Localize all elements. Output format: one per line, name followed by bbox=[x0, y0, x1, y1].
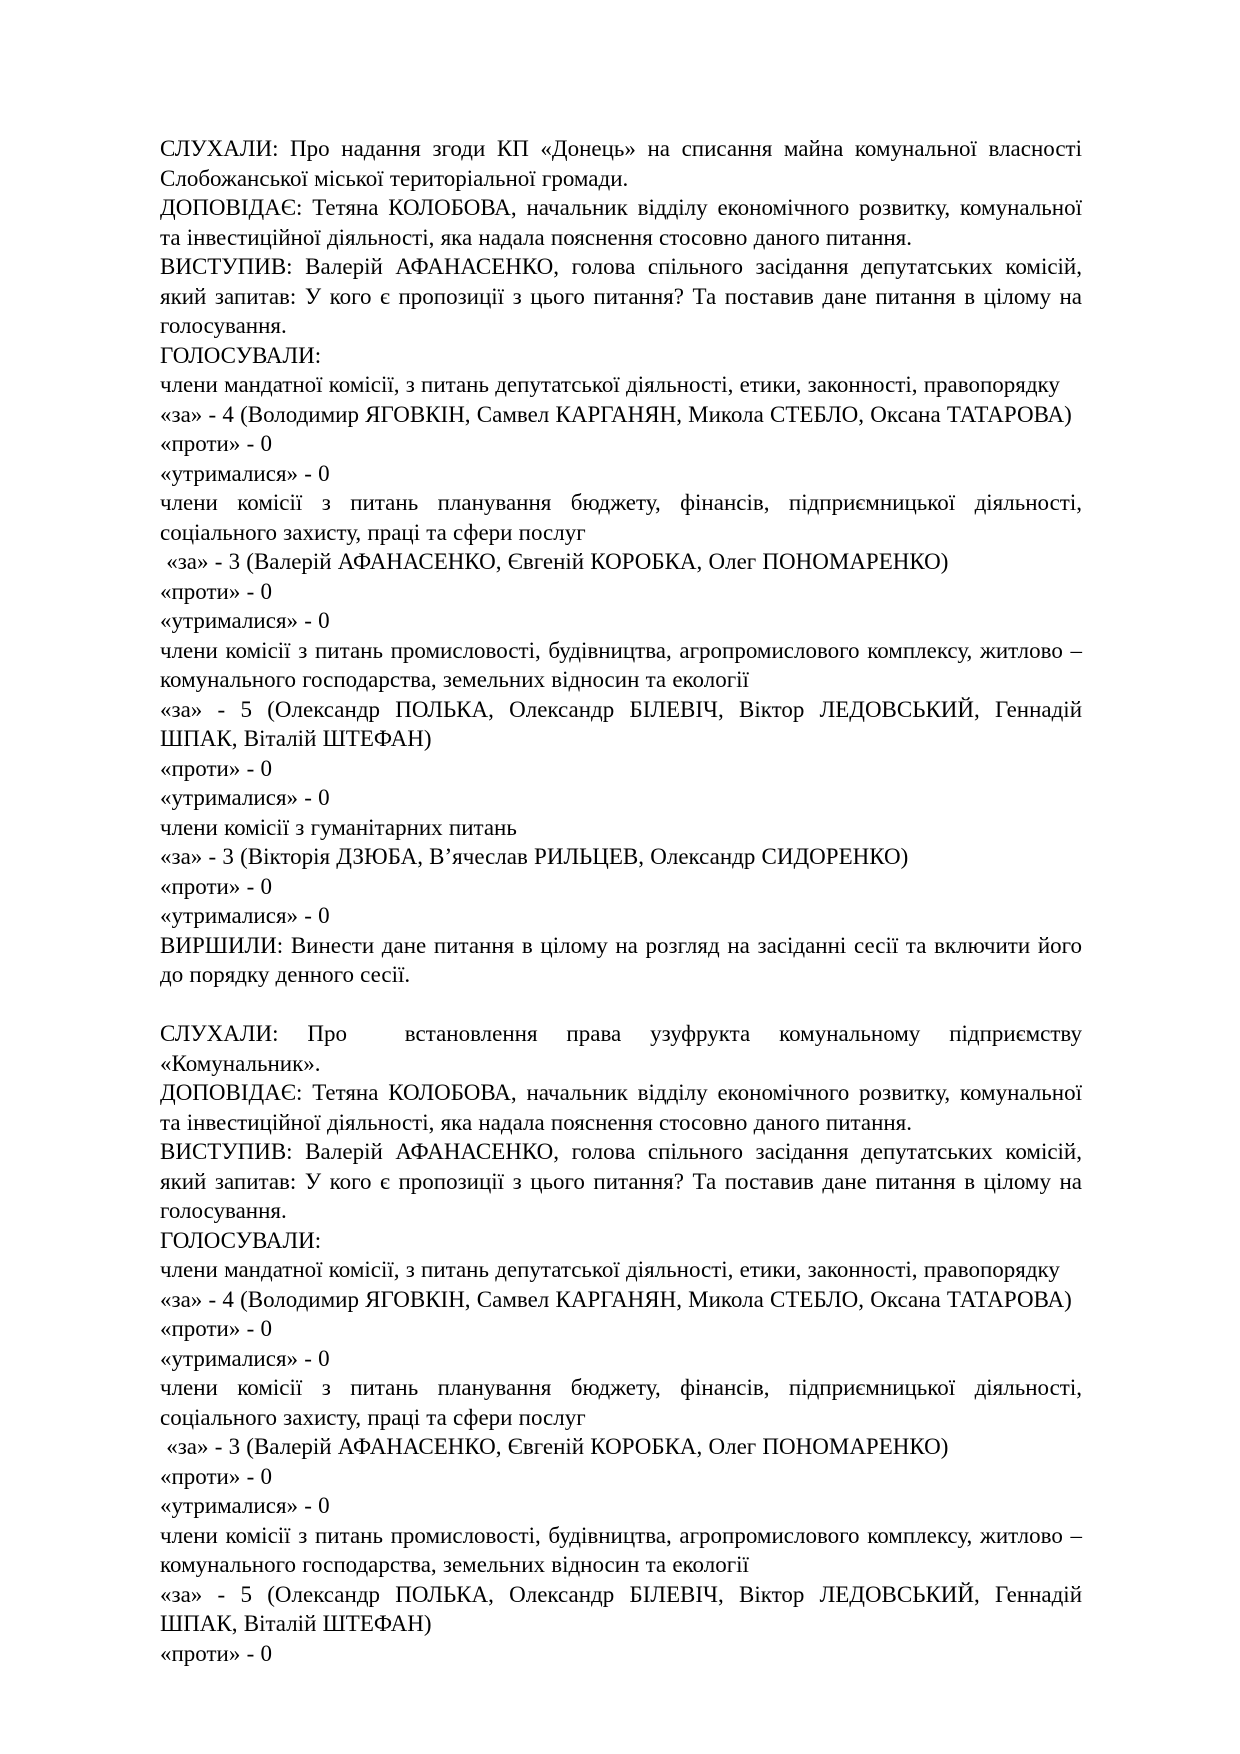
paragraph-vote-za: «за» - 4 (Володимир ЯГОВКІН, Самвел КАРГАНЯН, Микола СТЕБЛО, Оксана ТАТАРОВА) bbox=[160, 1286, 1072, 1312]
paragraph-commission-mandate: члени мандатної комісії, з питань депутатської діяльності, етики, законності, правопорядку bbox=[160, 372, 1060, 397]
paragraph-vote-za: «за» - 4 (Володимир ЯГОВКІН, Самвел КАРГАНЯН, Микола СТЕБЛО, Оксана ТАТАРОВА) bbox=[160, 401, 1072, 427]
paragraph-vote-utrymalysia: «утрималися» - 0 bbox=[160, 1345, 330, 1371]
paragraph-vote-proty: «проти» - 0 bbox=[160, 1640, 272, 1666]
paragraph-vote-za: «за» - 3 (Валерій АФАНАСЕНКО, Євгеній КОРОБКА, Олег ПОНОМАРЕНКО) bbox=[160, 1434, 949, 1459]
paragraph-vote-utrymalysia: «утрималися» - 0 bbox=[160, 903, 330, 928]
paragraph-commission-industry: члени комісії з питань промисловості, будівництва, агропромислового комплексу, житлово – комунального господарства, земельних відносин та екології bbox=[160, 637, 1089, 692]
paragraph-vote-utrymalysia: «утрималися» - 0 bbox=[160, 785, 330, 810]
paragraph-commission-mandate: члени мандатної комісії, з питань депутатської діяльності, етики, законності, правопорядку bbox=[160, 1257, 1060, 1282]
paragraph-vote-proty: «проти» - 0 bbox=[160, 578, 272, 604]
paragraph-commission-industry: члени комісії з питань промисловості, будівництва, агропромислового комплексу, житлово – комунального господарства, земельних відносин та екології bbox=[160, 1522, 1089, 1577]
paragraph-dopovidaye: ДОПОВІДАЄ: Тетяна КОЛОБОВА, начальник відділу економічного розвитку, комунальної та інвестиційної діяльності, яка надала пояснення стосовно даного питання. bbox=[160, 1080, 1089, 1135]
paragraph-vote-proty: «проти» - 0 bbox=[160, 431, 272, 456]
paragraph-commission-budget: члени комісії з питань планування бюджету, фінансів, підприємницької діяльності, соціального захисту, праці та сфери послуг bbox=[160, 490, 1089, 545]
paragraph-sluhaly: СЛУХАЛИ: Про встановлення права узуфрукта комунальному підприємству «Комунальник». bbox=[160, 1021, 1089, 1076]
paragraph-vystupyv: ВИСТУПИВ: Валерій АФАНАСЕНКО, голова спільного засідання депутатських комісій, який запитав: У кого є пропозиції з цього питання? Та поставив дане питання в цілому на голосування. bbox=[160, 254, 1089, 338]
paragraph-vote-utrymalysia: «утрималися» - 0 bbox=[160, 1493, 330, 1518]
paragraph-commission-humanitarian: члени комісії з гуманітарних питань bbox=[160, 814, 517, 840]
paragraph-vote-proty: «проти» - 0 bbox=[160, 873, 272, 899]
paragraph-vote-za: «за» - 3 (Вікторія ДЗЮБА, В’ячеслав РИЛЬЦЕВ, Олександр СИДОРЕНКО) bbox=[160, 844, 909, 869]
agenda-item-1 bbox=[160, 134, 1089, 990]
paragraph-vote-utrymalysia: «утрималися» - 0 bbox=[160, 460, 330, 486]
paragraph-vote-proty: «проти» - 0 bbox=[160, 1463, 272, 1489]
paragraph-vote-za: «за» - 5 (Олександр ПОЛЬКА, Олександр БІЛЕВІЧ, Віктор ЛЕДОВСЬКИЙ, Геннадій ШПАК, Віталій ШТЕФАН) bbox=[160, 696, 1089, 751]
paragraph-vote-utrymalysia: «утрималися» - 0 bbox=[160, 608, 330, 633]
paragraph-vystupyv: ВИСТУПИВ: Валерій АФАНАСЕНКО, голова спільного засідання депутатських комісій, який запитав: У кого є пропозиції з цього питання? Та поставив дане питання в цілому на голосування. bbox=[160, 1139, 1089, 1223]
paragraph-vote-proty: «проти» - 0 bbox=[160, 1316, 272, 1341]
paragraph-commission-budget: члени комісії з питань планування бюджету, фінансів, підприємницької діяльності, соціального захисту, праці та сфери послуг bbox=[160, 1375, 1089, 1430]
paragraph-vote-za: «за» - 5 (Олександр ПОЛЬКА, Олександр БІЛЕВІЧ, Віктор ЛЕДОВСЬКИЙ, Геннадій ШПАК, Віталій ШТЕФАН) bbox=[160, 1581, 1089, 1636]
paragraph-vote-proty: «проти» - 0 bbox=[160, 755, 272, 781]
paragraph-sluhaly: СЛУХАЛИ: Про надання згоди КП «Донець» на списання майна комунальної власності Слобожанської міської територіальної громади. bbox=[160, 136, 1089, 191]
paragraph-vyrishyly: ВИРШИЛИ: Винести дане питання в цілому на розгляд на засіданні сесії та включити його до порядку денного сесії. bbox=[160, 932, 1089, 987]
paragraph-holosuvaly-heading: ГОЛОСУВАЛИ: bbox=[160, 342, 322, 368]
agenda-item-2 bbox=[160, 1019, 1089, 1668]
paragraph-holosuvaly-heading: ГОЛОСУВАЛИ: bbox=[160, 1227, 322, 1253]
paragraph-dopovidaye: ДОПОВІДАЄ: Тетяна КОЛОБОВА, начальник відділу економічного розвитку, комунальної та інвестиційної діяльності, яка надала пояснення стосовно даного питання. bbox=[160, 195, 1089, 250]
paragraph-vote-za: «за» - 3 (Валерій АФАНАСЕНКО, Євгеній КОРОБКА, Олег ПОНОМАРЕНКО) bbox=[160, 549, 949, 574]
